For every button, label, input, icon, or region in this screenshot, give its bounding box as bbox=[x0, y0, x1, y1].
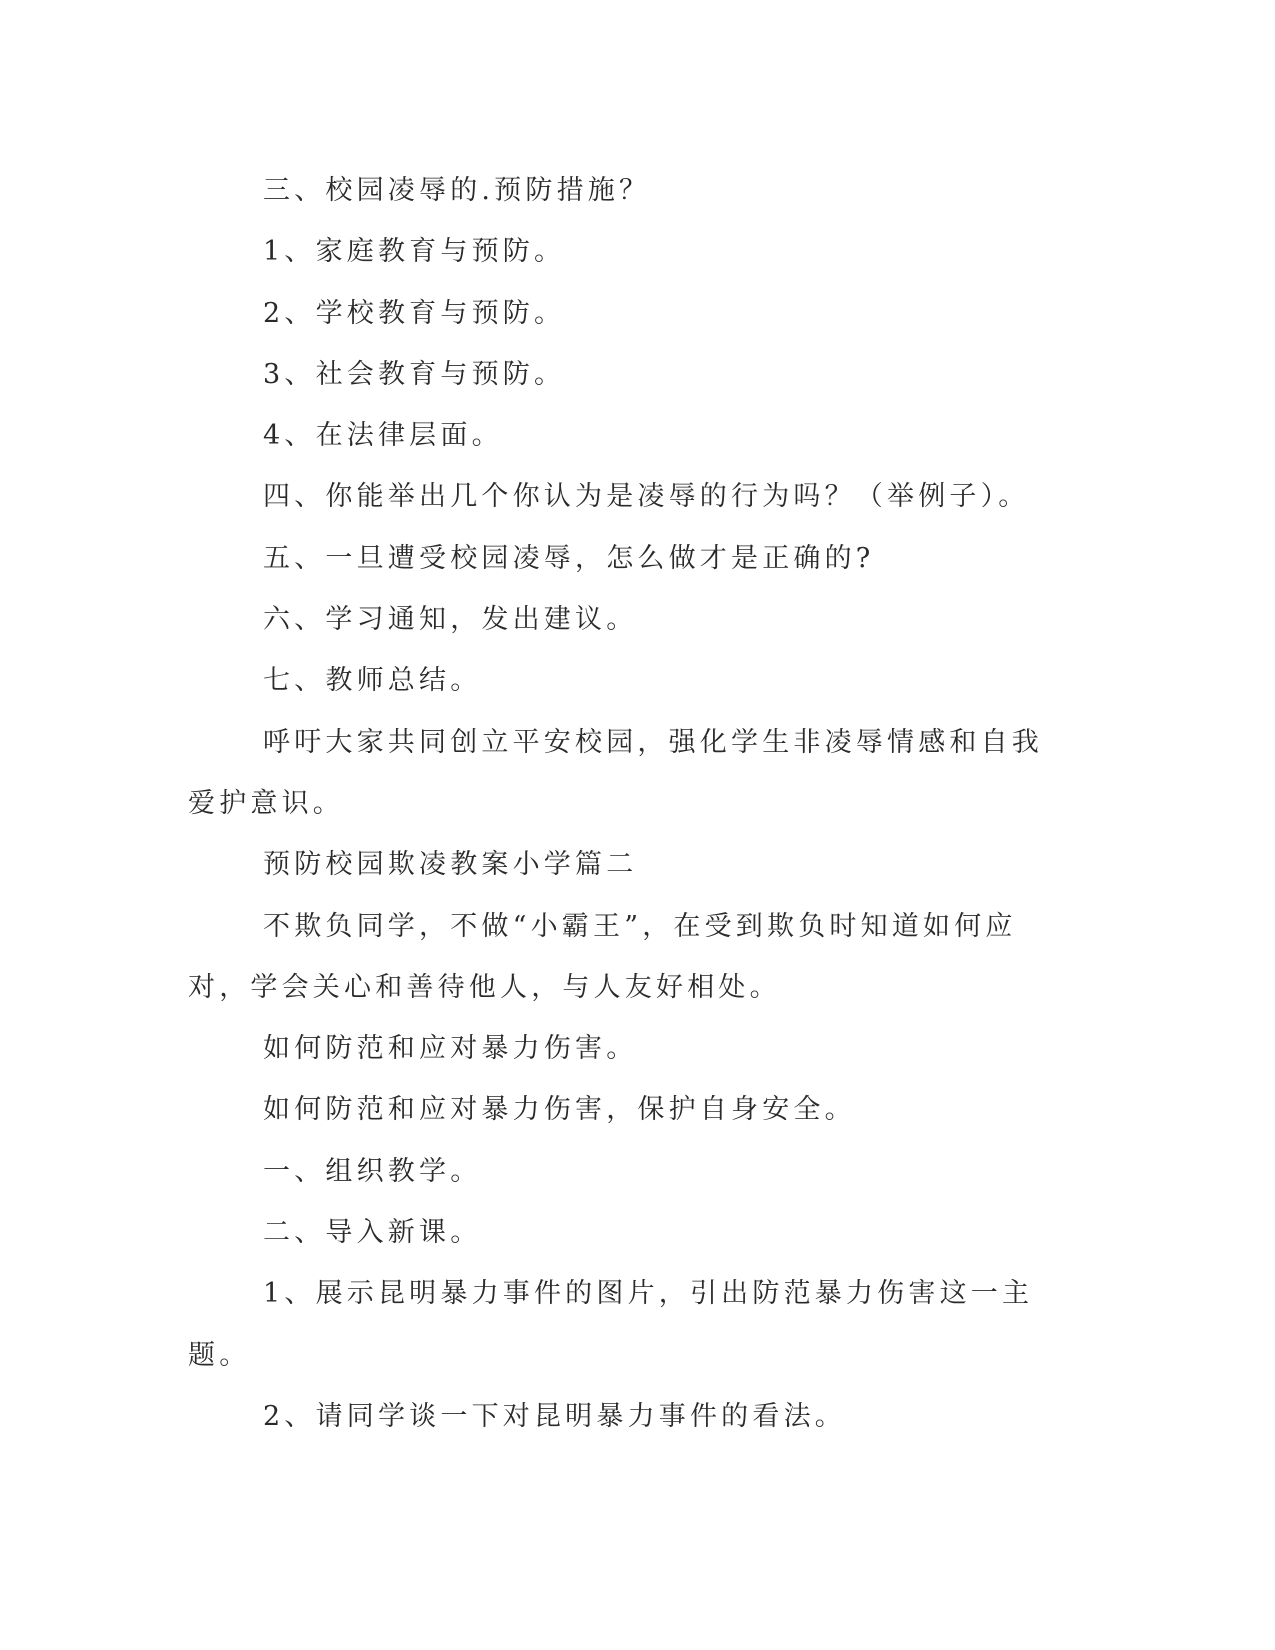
list-item-organize-teaching: 一、组织教学。 bbox=[263, 1155, 482, 1187]
list-item-prevention-measures-heading: 三、校园凌辱的.预防措施？ bbox=[263, 175, 651, 206]
body-paragraph-key-point: 如何防范和应对暴力伤害。 bbox=[263, 1033, 638, 1065]
body-paragraph-difficulty: 如何防范和应对暴力伤害，保护自身安全。 bbox=[263, 1094, 856, 1126]
list-item-school-education: 2、学校教育与预防。 bbox=[263, 297, 566, 329]
list-item-social-education: 3、社会教育与预防。 bbox=[263, 358, 566, 390]
list-item-examples-question: 四、你能举出几个你认为是凌辱的行为吗？（举例子）。 bbox=[263, 481, 1030, 513]
list-item-what-to-do-question: 五、一旦遭受校园凌辱，怎么做才是正确的? bbox=[263, 542, 875, 574]
list-item-show-pictures: 1、展示昆明暴力事件的图片，引出防范暴力伤害这一主题。 bbox=[188, 1278, 1034, 1371]
list-item-discussion: 2、请同学谈一下对昆明暴力事件的看法。 bbox=[263, 1400, 846, 1432]
section-title-part-two: 预防校园欺凌教案小学篇二 bbox=[263, 849, 638, 881]
body-paragraph-objective: 不欺负同学，不做“小霸王”，在受到欺负时知道如何应对，学会关心和善待他人，与人友好相处。 bbox=[188, 910, 1017, 1003]
list-item-legal-level: 4、在法律层面。 bbox=[263, 420, 503, 452]
document-body bbox=[188, 160, 1068, 1447]
list-item-teacher-summary: 七、教师总结。 bbox=[263, 665, 482, 697]
list-item-study-notice: 六、学习通知，发出建议。 bbox=[263, 604, 638, 636]
list-item-introduce-lesson: 二、导入新课。 bbox=[263, 1217, 482, 1249]
list-item-family-education: 1、家庭教育与预防。 bbox=[263, 236, 566, 268]
body-paragraph-appeal: 呼吁大家共同创立平安校园，强化学生非凌辱情感和自我爱护意识。 bbox=[188, 726, 1043, 819]
